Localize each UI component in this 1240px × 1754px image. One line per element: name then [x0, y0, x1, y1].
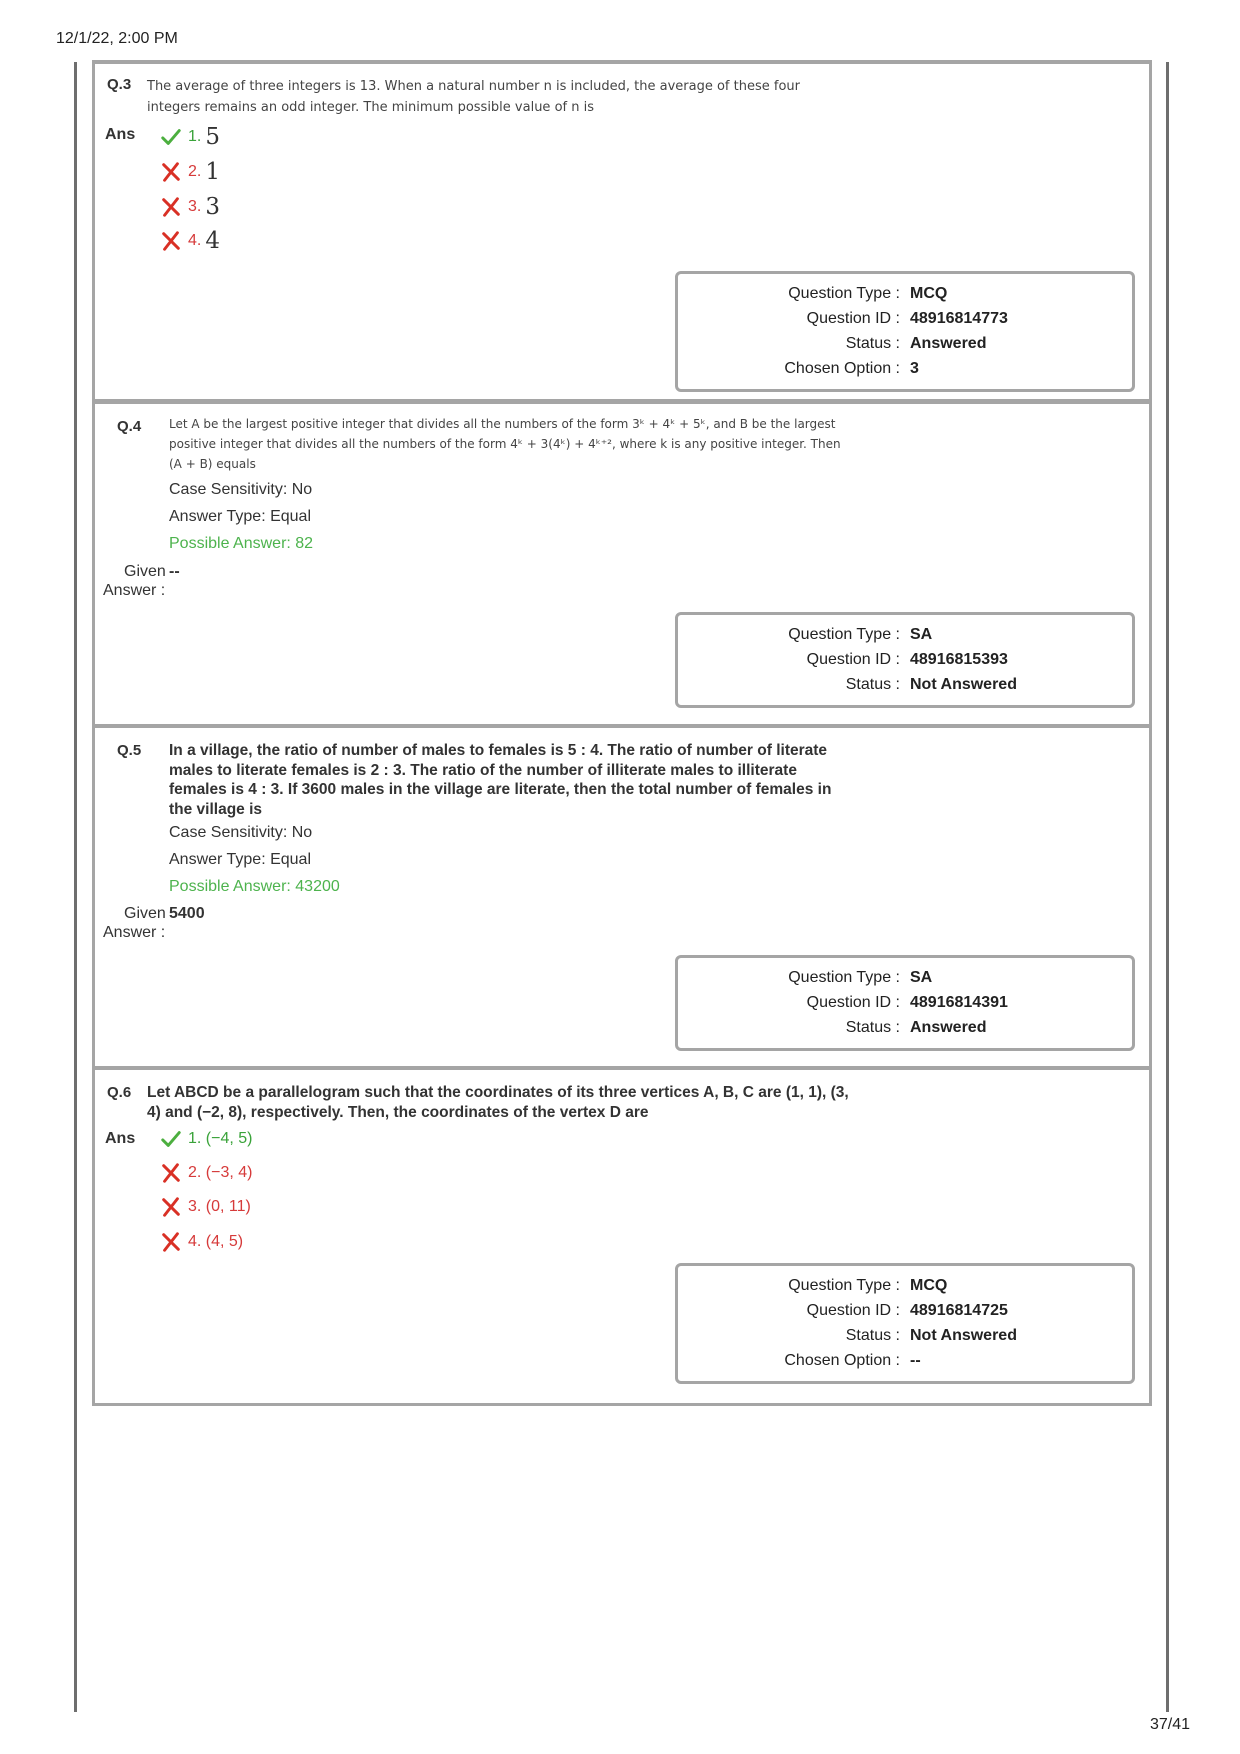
- question-number: Q.3: [107, 76, 132, 93]
- option-label: 1.: [188, 128, 202, 145]
- question-card-q5: [92, 724, 1152, 1069]
- answer-type: Answer Type: Equal: [169, 851, 312, 868]
- question-number: Q.4: [117, 418, 142, 435]
- answer-label: Ans: [105, 126, 136, 143]
- option-label: 4.: [188, 232, 202, 249]
- question-info-box: [675, 612, 1135, 708]
- option-1: [160, 1128, 252, 1150]
- option-label: 2. (−3, 4): [188, 1164, 253, 1181]
- question-text: In a village, the ratio of number of males to females is 5 : 4. The ratio of number of literate males to literate females is 2 : 3. The ratio of the number of illiterate males to illiterate females is 4 : 3. If 3600 males in the village are literate, then the total number of females in the village is: [169, 742, 832, 818]
- print-date: 12/1/22, 2:00 PM: [56, 30, 178, 47]
- question-type-value: MCQ: [910, 1277, 948, 1294]
- question-info-box: [675, 271, 1135, 392]
- question-info-box: [675, 1263, 1135, 1384]
- option-3: [160, 1196, 251, 1218]
- check-icon: [160, 1128, 182, 1150]
- option-label: 1. (−4, 5): [188, 1130, 253, 1147]
- possible-answer: Possible Answer: 82: [169, 535, 314, 552]
- answer-label: Ans: [105, 1130, 136, 1147]
- question-text-line-3: (A + B) equals: [169, 457, 256, 471]
- question-id-label: Question ID :: [806, 310, 900, 327]
- option-3: [160, 194, 220, 220]
- question-text: Let ABCD be a parallelogram such that the coordinates of its three vertices A, B, C are (1, 1), (3, 4) and (−2, 8), respectively. Then, the coordinates of the vertex D are: [147, 1084, 849, 1121]
- question-type-label: Question Type :: [788, 969, 900, 986]
- given-value: 5400: [169, 905, 205, 922]
- cross-icon: [160, 1231, 182, 1253]
- chosen-option-value: 3: [910, 360, 919, 377]
- case-sensitivity: Case Sensitivity: No: [169, 824, 313, 841]
- question-id-label: Question ID :: [806, 1302, 900, 1319]
- question-type-label: Question Type :: [788, 1277, 900, 1294]
- right-margin-line: [1166, 62, 1169, 1712]
- question-type-value: SA: [910, 969, 933, 986]
- answer-label: Answer :: [103, 924, 166, 941]
- option-1: [160, 124, 220, 150]
- option-value: 4: [205, 228, 220, 254]
- status-label: Status :: [845, 335, 900, 352]
- question-type-label: Question Type :: [788, 626, 900, 643]
- answer-type: Answer Type: Equal: [169, 508, 312, 525]
- question-text-line-1: Let A be the largest positive integer that divides all the numbers of the form 3ᵏ + 4ᵏ + 5ᵏ, and B be the largest: [169, 417, 836, 431]
- cross-icon: [160, 1162, 182, 1184]
- chosen-option-label: Chosen Option :: [784, 1352, 900, 1369]
- option-4: [160, 1231, 243, 1253]
- option-2: [160, 159, 220, 185]
- possible-answer: Possible Answer: 43200: [169, 878, 340, 895]
- question-id-label: Question ID :: [806, 651, 900, 668]
- question-number: Q.5: [117, 742, 142, 759]
- status-value: Not Answered: [910, 676, 1017, 693]
- question-type-value: MCQ: [910, 285, 948, 302]
- status-value: Not Answered: [910, 1327, 1017, 1344]
- cross-icon: [160, 1196, 182, 1218]
- status-label: Status :: [845, 1019, 900, 1036]
- page-number: 37/41: [1149, 1716, 1190, 1733]
- question-card-q4: [92, 400, 1152, 727]
- question-type-value: SA: [910, 626, 933, 643]
- cross-icon: [160, 196, 182, 218]
- option-4: [160, 228, 220, 254]
- given-label: Given: [124, 905, 166, 922]
- chosen-option-value: --: [910, 1352, 921, 1369]
- status-label: Status :: [845, 1327, 900, 1344]
- option-2: [160, 1162, 252, 1184]
- chosen-option-label: Chosen Option :: [784, 360, 900, 377]
- question-info-box: [675, 955, 1135, 1051]
- status-label: Status :: [845, 676, 900, 693]
- option-value: 1: [205, 159, 220, 185]
- given-label: Given: [124, 563, 166, 580]
- question-text: The average of three integers is 13. When a natural number n is included, the average of these four integers remains an odd integer. The minimum possible value of n is: [147, 79, 800, 115]
- answer-label: Answer :: [103, 582, 166, 599]
- given-value: --: [169, 563, 180, 580]
- option-label: 4. (4, 5): [188, 1233, 244, 1250]
- check-icon: [160, 126, 182, 148]
- question-number: Q.6: [107, 1084, 132, 1101]
- question-id-value: 48916814773: [910, 310, 1008, 327]
- option-label: 2.: [188, 163, 202, 180]
- option-value: 5: [205, 124, 220, 150]
- question-card-q6: [92, 1066, 1152, 1406]
- option-value: 3: [205, 194, 220, 220]
- question-id-value: 48916814391: [910, 994, 1008, 1011]
- status-value: Answered: [910, 335, 987, 352]
- case-sensitivity: Case Sensitivity: No: [169, 481, 313, 498]
- cross-icon: [160, 230, 182, 252]
- question-type-label: Question Type :: [788, 285, 900, 302]
- cross-icon: [160, 161, 182, 183]
- question-text-line-2: positive integer that divides all the numbers of the form 4ᵏ + 3(4ᵏ) + 4ᵏ⁺², where k is any positive integer. Then: [169, 437, 841, 451]
- left-margin-line: [74, 62, 77, 1712]
- question-card-q3: [92, 60, 1152, 402]
- question-id-label: Question ID :: [806, 994, 900, 1011]
- status-value: Answered: [910, 1019, 987, 1036]
- option-label: 3.: [188, 198, 202, 215]
- question-id-value: 48916815393: [910, 651, 1008, 668]
- question-id-value: 48916814725: [910, 1302, 1008, 1319]
- option-label: 3. (0, 11): [188, 1198, 251, 1215]
